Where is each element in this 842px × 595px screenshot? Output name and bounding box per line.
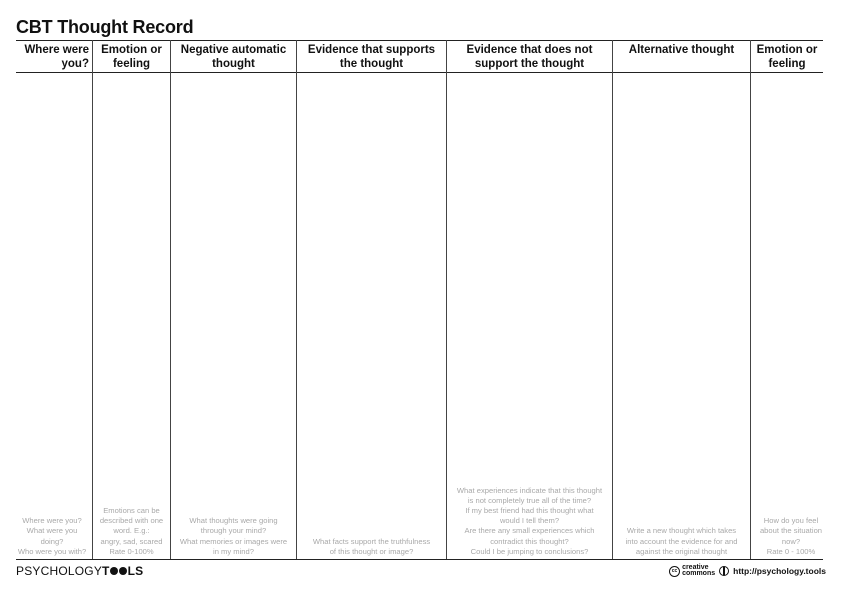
column-cell-where[interactable] [16, 73, 92, 559]
page-title: CBT Thought Record [16, 17, 194, 37]
column-cell-emotion-after[interactable] [751, 73, 823, 559]
table-bottom-rule [16, 559, 823, 560]
cc-text-bottom: commons [682, 570, 716, 577]
creative-commons-badge [669, 565, 715, 577]
brand-logo [16, 564, 143, 578]
globe-icon [719, 566, 729, 576]
cc-icon: cc [669, 566, 680, 577]
hint-evidence-supports: What facts support the truthfulness of this thought or image? [312, 536, 431, 556]
brand-text-psychology: PSYCHOLOGY [16, 564, 103, 578]
owl-eye-icon [110, 567, 118, 575]
column-cell-alternative-thought[interactable] [613, 73, 750, 559]
column-header-where: Where were you? [24, 44, 89, 70]
column-header-negative-thought: Negative automatic thought [180, 44, 287, 70]
header-top-rule [16, 40, 823, 41]
column-cell-evidence-supports[interactable] [297, 73, 446, 559]
hint-evidence-against: What experiences indicate that this thought is not completely true all of the time? If my best friend had this thought what would I tell them? Are there any small experiences which contradict this thought? Could I be jumping to conclusions? [456, 485, 603, 556]
column-header-evidence-supports: Evidence that supports the thought [307, 44, 436, 70]
column-cell-negative-thought[interactable] [171, 73, 296, 559]
column-header-emotion: Emotion or feeling [101, 44, 162, 70]
owl-eye-icon [119, 567, 127, 575]
brand-text-ls: LS [127, 564, 144, 578]
cc-text-top: creative [682, 564, 709, 571]
hint-emotion: Emotions can be described with one word. E.g.: angry, sad, scared Rate 0-100% [99, 505, 164, 556]
hint-alternative-thought: Write a new thought which takes into account the evidence for and against the original thought [625, 526, 738, 556]
column-header-evidence-against: Evidence that does not support the thought [466, 44, 593, 70]
footer-license [669, 565, 826, 577]
hint-where: Where were you? What were you doing? Who were you with? [17, 516, 87, 556]
hint-negative-thought: What thoughts were going through your mind? What memories or images were in my mind? [179, 516, 288, 556]
brand-text-t: T [102, 564, 110, 578]
footer-url[interactable]: http://psychology.tools [733, 566, 826, 576]
column-header-alternative-thought: Alternative thought [628, 44, 735, 56]
column-header-emotion-after: Emotion or feeling [756, 44, 818, 70]
column-cell-emotion[interactable] [93, 73, 170, 559]
hint-emotion-after: How do you feel about the situation now? Rate 0 - 100% [759, 516, 823, 556]
